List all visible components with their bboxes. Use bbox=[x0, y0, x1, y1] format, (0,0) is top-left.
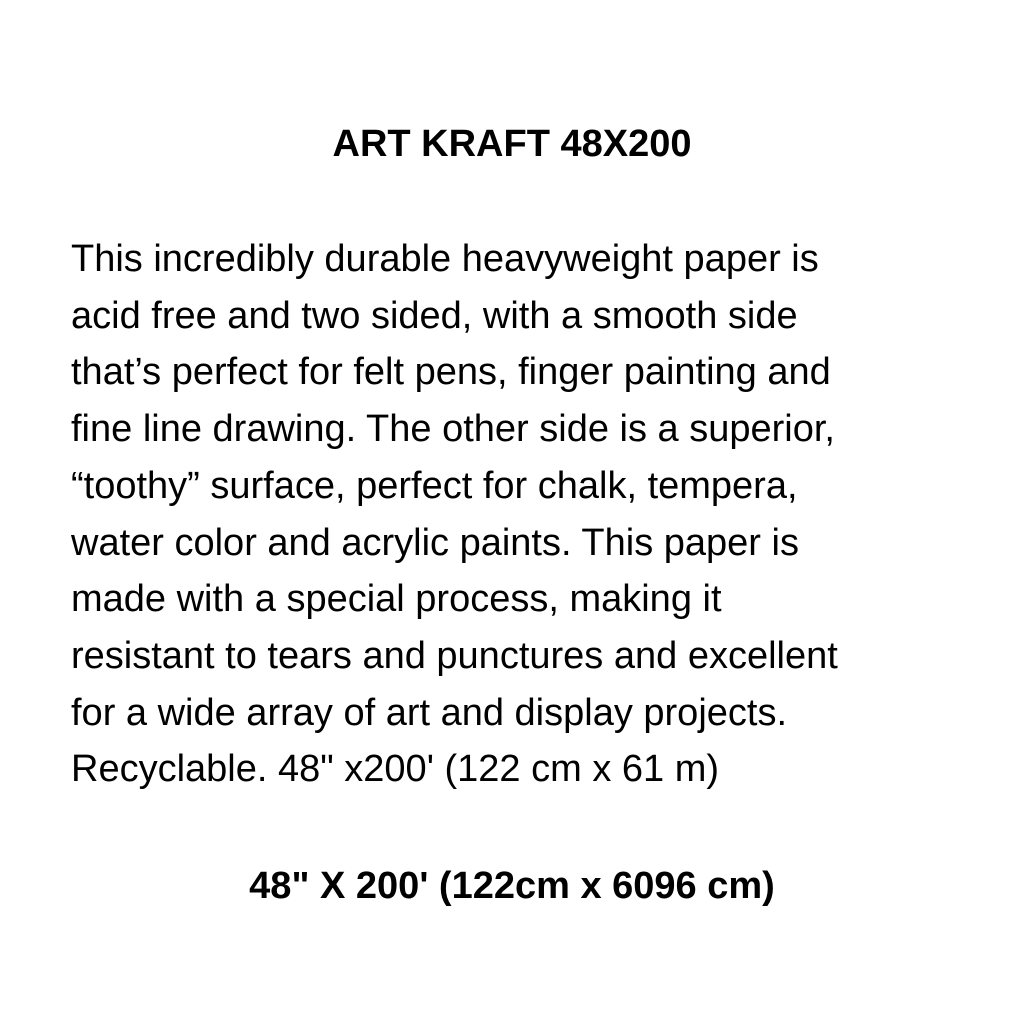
description-line: Recyclable. 48" x200' (122 cm x 61 m) bbox=[71, 748, 720, 791]
description-line: This incredibly durable heavyweight paper is bbox=[71, 238, 819, 280]
product-description bbox=[71, 231, 961, 798]
description-line: “toothy” surface, perfect for chalk, tempera, bbox=[71, 464, 798, 507]
product-dimensions: 48" X 200' (122cm x 6096 cm) bbox=[249, 865, 775, 907]
product-title: ART KRAFT 48X200 bbox=[332, 123, 692, 165]
description-line: fine line drawing. The other side is a superior, bbox=[71, 408, 835, 451]
description-line: for a wide array of art and display projects. bbox=[71, 691, 788, 734]
description-line: made with a special process, making it bbox=[71, 578, 722, 621]
description-line: that’s perfect for felt pens, finger painting and bbox=[71, 351, 831, 394]
description-line: acid free and two sided, with a smooth side bbox=[71, 294, 798, 337]
description-line: resistant to tears and punctures and excellent bbox=[71, 634, 838, 677]
description-line: water color and acrylic paints. This paper is bbox=[71, 521, 799, 564]
